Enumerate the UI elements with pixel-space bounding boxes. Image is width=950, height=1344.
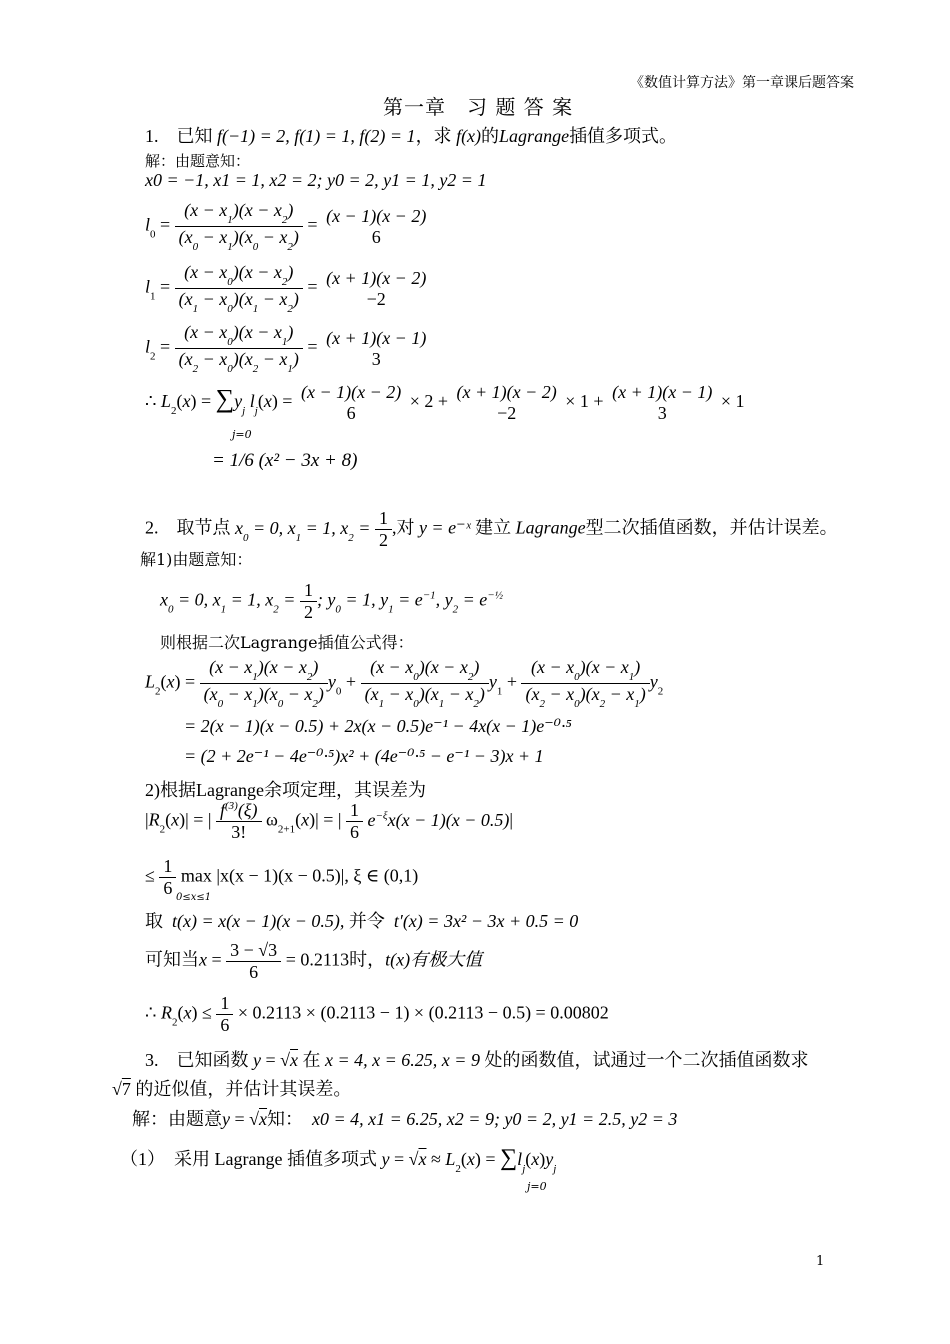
let-label: 并令 — [348, 911, 385, 931]
l1-denominator: −2 — [366, 288, 386, 309]
statement-text: 已知 — [176, 126, 213, 146]
problem-1-final: = 1/6 (x² − 3x + 8) — [212, 450, 358, 471]
t-derivative: t′(x) = 3x² − 3x + 0.5 = 0 — [393, 911, 579, 931]
basis-l1: $l_1$ = $\frac{(x - x_0)(x - x_2)}{(x_1 - x_0)(x_1 - x_2)}$ = (x + 1)(x − 2) −2 — [145, 262, 430, 315]
basis-l0: $l_0$ = $\frac{(x - x_1)(x - x_2)}{(x_0 - x_1)(x_0 - x_2)}$ = (x − 1)(x − 2) 6 — [145, 200, 430, 253]
extreme-value: = 0.2113时， — [285, 949, 386, 970]
chapter-title: 第一章 习 题 答 案 — [383, 95, 574, 119]
basis-l2: $l_2$ = $\frac{(x - x_0)(x - x_1)}{(x_2 - x_0)(x_2 - x_1)}$ = (x + 1)(x − 1) 3 — [145, 322, 430, 375]
problem-number: 1. — [145, 126, 159, 146]
target-function: y = e⁻ˣ — [418, 517, 471, 538]
p2-line3: = (2 + 2e⁻¹ − 4e⁻⁰·⁵)x² + (4e⁻⁰·⁵ − e⁻¹ − 3)x + 1 — [184, 746, 544, 766]
l2-numerator: (x + 1)(x − 1) — [326, 327, 427, 348]
t-function: t(x) = x(x − 1)(x − 0.5), — [172, 911, 345, 931]
formula-intro: 则根据二次Lagrange插值公式得： — [160, 633, 414, 652]
p2-nodes: $x_0 = 0$, $x_1 = 1$, $x_2$ = $\frac{1}{2}$ ; $y_0 = 1$, $y_1 = e^{-1}$, $y_2 = e^{-\frac{1}{2}}$ — [160, 580, 503, 622]
p3-solution-intro: 解：由题意y = √x知： x0 = 4, x1 = 6.25, x2 = 9; y0 = 2, y1 = 2.5, y2 = 3 — [132, 1109, 678, 1129]
solution-intro: 解：由题意知： — [145, 152, 251, 170]
statement-text: 对 — [396, 517, 415, 538]
max-bound: ≤ $\frac{1}{6}$ max |x(x − 1)(x − 0.5)|, ξ ∈ (0,1) — [145, 856, 419, 898]
p3-sum-index: j=0 — [527, 1180, 547, 1193]
lagrange-sum: ∴ $L_2(x) = \sum y_j$ $l_j(x)$ = (x − 1)(x − 2) 6 × 2 + (x + 1)(x − 2) −2 × 1 + (x + 1)(x − 1) 3 × 1 — [145, 382, 745, 423]
running-header: 《数值计算方法》第一章课后题答案 — [630, 75, 854, 91]
page-number: 1 — [816, 1254, 825, 1269]
solution-label: 解：由题意 — [132, 1109, 222, 1129]
statement-text: 取节点 — [176, 517, 231, 538]
problem-1-statement — [145, 122, 677, 148]
statement-text: 的 — [481, 126, 500, 146]
bound-expression: × 0.2113 × (0.2113 − 1) × (0.2113 − 0.5) = 0.00802 — [237, 1002, 609, 1023]
solution-know: 知： — [267, 1109, 304, 1129]
know-label: 可知当 — [145, 949, 199, 970]
p3-part1: （1） 采用 Lagrange 插值多项式 $y = √x \approx L_2(x) = \sum l_j(x)y_j$ — [120, 1145, 557, 1175]
given-points: x = 4, x = 6.25, x = 9 — [325, 1050, 480, 1070]
t-definition — [145, 907, 578, 933]
statement-text: 处的函数值，试通过一个二次插值函数求 — [484, 1050, 809, 1070]
p2-line2: = 2(x − 1)(x − 0.5) + 2x(x − 0.5)e⁻¹ − 4x(x − 1)e⁻⁰·⁵ — [184, 716, 572, 736]
problem-number: 3. — [145, 1050, 159, 1070]
lagrange-word: Lagrange — [515, 517, 586, 538]
statement-text: 在 — [302, 1050, 321, 1070]
problem-3-line2: √7 的近似值，并估计其误差。 — [112, 1079, 352, 1099]
statement-text: ，求 — [415, 126, 452, 146]
given-conditions: f(−1) = 2, f(1) = 1, f(2) = 1 — [217, 126, 416, 146]
problem-3-statement: 3. 已知函数 y = √x 在 x = 4, x = 6.25, x = 9 处的函数值，试通过一个二次插值函数求 — [145, 1050, 809, 1070]
sum-index: j=0 — [232, 428, 252, 441]
p2-lagrange-formula: $L_2(x)$ = $\frac{(x - x_1)(x - x_2)}{(x_0 - x_1)(x_0 - x_2)}$ $y_0$ + $\frac{(x - x_0)(x - x_2)}{(x_1 - x_0)(x_1 - x_2)}$ $y_1$ + $\frac{(x - x_0)(x - x_1)}{(x_2 - x_0)(x_2 - x_1)}$ $y_2$ — [145, 657, 664, 710]
part1-label: （1） 采用 Lagrange 插值多项式 — [120, 1149, 377, 1169]
max-expression: max |x(x − 1)(x − 0.5)|, ξ ∈ (0,1) — [180, 865, 419, 886]
function-symbol: f(x) — [456, 126, 482, 146]
statement-text: 的近似值，并估计其误差。 — [135, 1079, 352, 1099]
t-max: t(x)有极大值 — [385, 949, 483, 970]
l2-denominator: 3 — [371, 348, 381, 369]
error-bound: ∴ $R_2(x)$ ≤ $\frac{1}{6}$ × 0.2113 × (0.2113 − 1) × (0.2113 − 0.5) = 0.00802 — [145, 993, 609, 1035]
l1-numerator: (x + 1)(x − 2) — [326, 267, 427, 288]
part2-label: 2)根据Lagrange余项定理，其误差为 — [145, 780, 426, 800]
statement-text: 型二次插值函数，并估计误差。 — [585, 517, 838, 538]
statement-text: 已知函数 — [176, 1050, 249, 1070]
take-label: 取 — [145, 911, 163, 931]
max-range: 0≤x≤1 — [176, 892, 212, 903]
statement-text: 建立 — [475, 517, 512, 538]
l0-numerator: (x − 1)(x − 2) — [326, 205, 427, 226]
lagrange-word: Lagrange — [499, 126, 570, 146]
p3-nodes: x0 = 4, x1 = 6.25, x2 = 9; y0 = 2, y1 = 2.5, y2 = 3 — [312, 1109, 678, 1129]
problem-2-statement: 2. 取节点 $x_0 = 0$, $x_1 = 1$, $x_2$ = $\frac{1}{2}$ ,对 y = e⁻ˣ 建立 Lagrange型二次插值函数，并估计误差。 — [145, 508, 838, 550]
extreme-point: 可知当x = $\frac{3 - √3}{6}$ = 0.2113时，t(x)有极大值 — [145, 940, 483, 982]
problem-number: 2. — [145, 517, 159, 538]
statement-text: 插值多项式。 — [569, 126, 678, 146]
nodes-values: x0 = −1, x1 = 1, x2 = 2; y0 = 2, y1 = 1, y2 = 1 — [145, 170, 487, 190]
remainder-formula: $|R_2(x)|$ = | $\frac{f^{(3)}(\xi)}{3!}$ $\omega_{2+1}(x)|$ = | $\frac{1}{6}$ $e^{-\xi}x(x - 1)(x - 0.5)|$ — [145, 800, 513, 842]
part1-label: 解1)由题意知： — [140, 550, 253, 569]
l0-denominator: 6 — [371, 226, 381, 247]
